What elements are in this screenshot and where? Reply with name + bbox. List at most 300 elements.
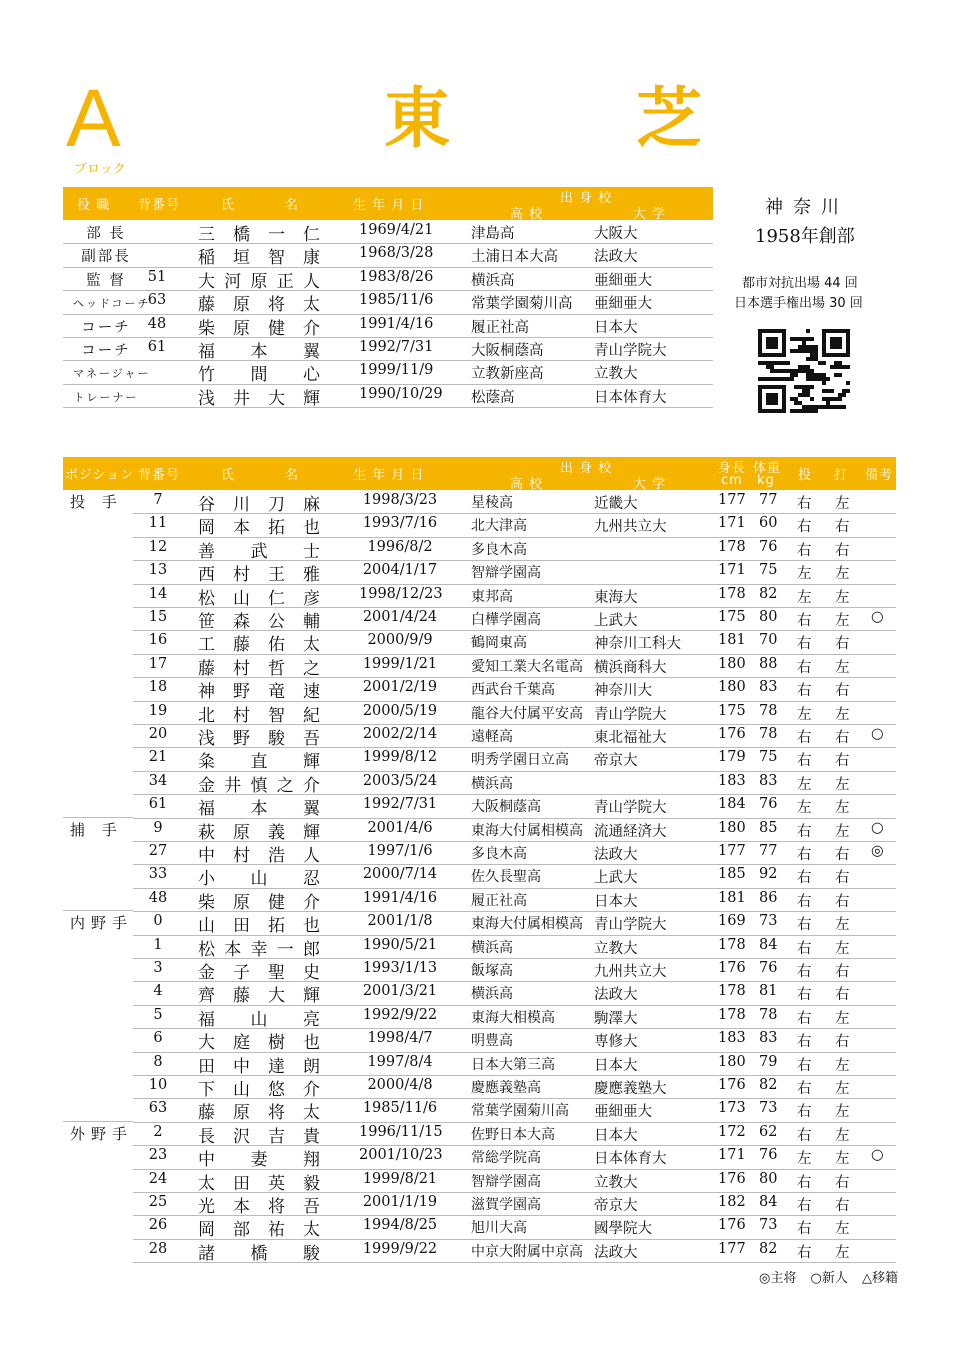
player-weight: 77	[759, 843, 778, 859]
player-weight: 85	[759, 819, 778, 836]
player-throws: 右	[797, 964, 812, 980]
player-weight: 80	[759, 609, 778, 625]
position-group-label: 内野手	[70, 914, 134, 933]
player-number: 4	[153, 983, 163, 1000]
name-char: 義	[268, 822, 285, 843]
player-throws: 右	[797, 496, 812, 512]
name-char: 野	[233, 729, 250, 749]
player-university: 神奈川工科大	[594, 636, 681, 653]
name-char: 毅	[303, 1173, 320, 1194]
name-char: 健	[268, 318, 285, 339]
player-bats: 左	[835, 917, 850, 934]
player-bats: 左	[835, 1104, 850, 1121]
staff-university: 立教大	[594, 366, 638, 383]
player-number: 5	[153, 1006, 163, 1023]
staff-name	[198, 360, 320, 385]
name-char: 三	[198, 225, 215, 245]
name-char: 士	[303, 541, 320, 562]
player-weight: 73	[759, 1100, 778, 1117]
name-char: 聖	[268, 963, 285, 983]
player-birth: 2003/5/24	[362, 772, 438, 789]
player-university: 東海大	[594, 589, 638, 606]
player-number: 16	[148, 632, 168, 649]
player-weight: 76	[759, 538, 778, 555]
player-university: 慶應義塾大	[594, 1081, 667, 1097]
name-char: 原	[233, 892, 250, 913]
player-weight: 83	[759, 679, 778, 696]
player-height: 177	[718, 1240, 746, 1257]
name-char: 橋	[250, 1243, 268, 1264]
staff-high-school: 松蔭高	[471, 389, 515, 406]
player-bats: 左	[835, 566, 850, 583]
player-weight: 78	[759, 726, 778, 742]
player-bats: 左	[835, 1057, 850, 1074]
name-char: 中	[198, 846, 215, 866]
name-char: 橋	[233, 225, 250, 245]
player-high-school: 慶應義塾高	[471, 1080, 541, 1096]
player-height: 171	[718, 562, 746, 579]
name-char: 沢	[233, 1126, 250, 1147]
player-birth: 1993/7/16	[362, 515, 438, 532]
player-throws: 右	[797, 1104, 812, 1121]
player-weight: 78	[759, 1006, 778, 1023]
staff-high-school: 履正社高	[471, 319, 529, 336]
player-weight: 84	[759, 1194, 778, 1210]
group-divider	[63, 910, 133, 911]
staff-role: 監 督	[86, 272, 126, 289]
player-number: 27	[148, 843, 168, 859]
player-name	[198, 981, 320, 1006]
player-name	[198, 1098, 320, 1123]
name-char: 王	[268, 565, 285, 586]
staff-birth: 1983/8/26	[359, 268, 434, 285]
player-name	[198, 607, 320, 632]
name-char: 翔	[303, 1150, 320, 1171]
player-name	[198, 841, 320, 866]
player-height: 176	[718, 1170, 746, 1187]
player-weight: 81	[759, 983, 778, 1000]
staff-row	[63, 384, 713, 408]
player-number: 1	[153, 936, 163, 953]
player-throws: 右	[797, 1034, 812, 1051]
player-height: 180	[718, 655, 746, 672]
player-row	[133, 981, 896, 1005]
player-height: 177	[718, 492, 746, 508]
player-university: 法政大	[594, 987, 638, 1004]
player-throws: 左	[797, 776, 812, 793]
name-char: 拓	[268, 518, 285, 539]
player-high-school: 佐久長聖高	[471, 869, 541, 886]
name-char: 山	[198, 916, 215, 937]
name-char: 本	[250, 342, 268, 362]
player-weight: 82	[759, 1240, 778, 1257]
player-university: 國學院大	[594, 1221, 652, 1238]
player-number: 11	[148, 515, 168, 532]
staff-birth: 1990/10/29	[359, 385, 443, 402]
player-height: 183	[718, 772, 746, 789]
block-label: ブロック	[74, 162, 126, 177]
staff-high-school: 立教新座高	[471, 366, 544, 383]
player-birth: 1997/8/4	[367, 1053, 433, 1070]
player-number: 3	[153, 960, 163, 976]
player-number: 7	[153, 492, 163, 508]
staff-name	[198, 243, 320, 268]
player-number: 15	[148, 609, 168, 625]
staff-university: 日本体育大	[594, 389, 667, 406]
staff-birth: 1969/4/21	[359, 222, 434, 238]
name-char: 也	[303, 916, 320, 937]
player-number: 25	[148, 1194, 168, 1210]
team-name-char-2: 芝	[636, 80, 702, 157]
name-char: 川	[233, 495, 250, 515]
player-name	[198, 911, 320, 936]
staff-table-header	[63, 187, 713, 220]
staff-row	[63, 243, 713, 267]
staff-high-school: 常葉学園菊川高	[471, 296, 573, 313]
player-row	[133, 1215, 896, 1239]
player-height: 169	[718, 913, 746, 930]
name-char: 松	[198, 939, 215, 960]
player-throws: 右	[797, 683, 812, 700]
name-char: 吾	[303, 729, 320, 749]
player-height: 180	[718, 679, 746, 696]
player-birth: 1991/4/16	[362, 889, 438, 906]
name-char: 速	[303, 682, 320, 703]
player-bats: 右	[835, 636, 850, 653]
player-high-school: 智辯学園高	[471, 1173, 541, 1190]
player-university: 上武大	[594, 870, 638, 887]
name-char: 谷	[198, 495, 215, 515]
player-note: ○	[871, 609, 884, 625]
name-char: 子	[233, 963, 250, 983]
player-weight: 92	[759, 866, 778, 883]
name-char: 駿	[303, 1243, 320, 1264]
name-char: 原	[233, 1103, 250, 1124]
player-number: 9	[153, 819, 163, 836]
player-number: 21	[148, 749, 168, 766]
player-university: 九州共立大	[594, 964, 667, 980]
player-university: 青山学院大	[594, 706, 667, 723]
player-throws: 右	[797, 917, 812, 934]
player-note: ○	[871, 819, 884, 836]
player-name	[198, 490, 320, 515]
player-birth: 1996/8/2	[367, 538, 433, 555]
player-high-school: 愛知工業大名電高	[471, 658, 583, 675]
name-char: 光	[198, 1197, 215, 1217]
name-char: 介	[303, 775, 320, 796]
name-char: 大	[198, 1033, 215, 1054]
player-university: 亜細亜大	[594, 1104, 652, 1121]
player-throws: 左	[797, 1151, 812, 1168]
player-row	[133, 560, 896, 584]
player-bats: 左	[835, 1127, 850, 1144]
player-high-school: 横浜高	[471, 939, 513, 956]
name-char: 庭	[233, 1033, 250, 1054]
player-birth: 1999/8/21	[362, 1170, 438, 1187]
player-height: 176	[718, 960, 746, 976]
player-height: 183	[718, 1030, 746, 1047]
player-birth: 2001/4/24	[362, 609, 438, 625]
player-name	[198, 584, 320, 609]
player-high-school: 佐野日本大高	[471, 1126, 555, 1143]
player-row	[133, 1075, 896, 1099]
player-birth: 2001/1/8	[367, 913, 433, 930]
player-name	[198, 701, 320, 726]
player-high-school: 中京大附属中京高	[471, 1243, 583, 1260]
name-char: 藤	[233, 986, 250, 1007]
player-throws: 右	[797, 1174, 812, 1191]
player-birth: 2001/1/19	[362, 1194, 438, 1210]
player-row	[133, 747, 896, 771]
staff-row	[63, 220, 713, 244]
player-bats: 右	[835, 1034, 850, 1051]
name-char: 一	[276, 939, 294, 960]
player-row	[133, 724, 896, 748]
player-height: 178	[718, 983, 746, 1000]
player-note: ○	[871, 1147, 884, 1164]
name-char: 工	[198, 635, 215, 656]
player-height: 181	[718, 889, 746, 906]
player-height: 173	[718, 1100, 746, 1117]
name-char: 妻	[250, 1150, 268, 1171]
staff-role: コーチ	[81, 319, 131, 336]
name-char: 太	[303, 1220, 320, 1241]
position-group-label: 外野手	[70, 1124, 134, 1143]
name-char: 藤	[198, 295, 215, 316]
player-header-name_2: 名	[285, 468, 300, 483]
player-header-number: 背番号	[138, 468, 181, 483]
staff-header-name_2: 名	[285, 198, 300, 213]
name-char: 笹	[198, 612, 215, 632]
staff-role: トレーナー	[73, 390, 139, 404]
player-name	[198, 1122, 320, 1147]
player-high-school: 遠軽高	[471, 729, 513, 745]
player-high-school: 智辯学園高	[471, 565, 541, 582]
name-char: 藤	[198, 1103, 215, 1124]
player-birth: 2000/4/8	[367, 1077, 433, 1093]
name-char: 野	[233, 682, 250, 703]
name-char: 西	[198, 565, 215, 586]
player-header-kg: kg	[757, 473, 775, 488]
name-char: 介	[303, 1080, 320, 1100]
player-number: 48	[148, 889, 168, 906]
name-char: 之	[303, 658, 320, 679]
player-throws: 右	[797, 659, 812, 676]
player-row	[133, 537, 896, 561]
name-char: 大	[198, 271, 215, 292]
name-char: 柴	[198, 892, 215, 913]
player-throws: 左	[797, 566, 812, 583]
name-char: 太	[303, 635, 320, 656]
player-number: 26	[148, 1217, 168, 1234]
staff-birth: 1992/7/31	[359, 339, 434, 355]
player-name	[198, 935, 320, 960]
staff-role: 部 長	[86, 226, 126, 242]
name-char: 貴	[303, 1126, 320, 1147]
player-name	[198, 1192, 320, 1217]
name-char: 達	[268, 1056, 285, 1077]
name-char: 介	[303, 892, 320, 913]
player-weight: 76	[759, 1147, 778, 1164]
name-char: 哲	[268, 658, 285, 679]
player-row	[133, 864, 896, 888]
player-bats: 左	[835, 706, 850, 723]
player-bats: 右	[835, 893, 850, 910]
name-char: 公	[268, 612, 285, 632]
player-weight: 75	[759, 562, 778, 579]
player-number: 6	[153, 1030, 163, 1047]
player-university: 青山学院大	[594, 800, 667, 817]
player-height: 177	[718, 843, 746, 859]
staff-number: 63	[147, 292, 167, 309]
player-header-school: 出 身 校	[560, 461, 613, 476]
player-bats: 左	[835, 589, 850, 606]
name-char: 武	[250, 541, 268, 562]
player-name	[198, 1005, 320, 1030]
player-height: 178	[718, 936, 746, 953]
name-char: 善	[198, 541, 215, 562]
player-university: 流通経済大	[594, 823, 667, 840]
player-university: 横浜商科大	[594, 659, 667, 676]
player-header-weight: 体重	[753, 461, 782, 476]
staff-birth: 1991/4/16	[359, 315, 434, 332]
name-char: 亮	[303, 1009, 320, 1030]
name-char: 輝	[303, 388, 320, 409]
player-number: 12	[148, 538, 168, 555]
player-number: 61	[148, 796, 168, 813]
staff-role: コーチ	[81, 343, 131, 359]
name-char: 正	[276, 271, 294, 292]
player-height: 175	[718, 609, 746, 625]
player-bats: 左	[835, 776, 850, 793]
player-header-univ: 大 学	[633, 477, 667, 492]
player-height: 180	[718, 819, 746, 836]
player-birth: 2000/5/19	[362, 702, 438, 719]
player-high-school: 東海大付属相模高	[471, 822, 583, 839]
player-birth: 1992/7/31	[362, 796, 438, 813]
player-high-school: 滋賀学園高	[471, 1197, 541, 1213]
player-weight: 78	[759, 702, 778, 719]
name-char: 山	[250, 1009, 268, 1030]
player-number: 13	[148, 562, 168, 579]
name-char: 北	[198, 705, 215, 726]
city-tournament-count: 都市対抗出場 44 回	[742, 276, 858, 291]
name-char: 垣	[233, 248, 250, 269]
name-char: 郎	[303, 939, 320, 960]
name-char: 康	[303, 248, 320, 269]
staff-row	[63, 314, 713, 338]
name-char: 本	[233, 1197, 250, 1217]
player-high-school: 白樺学園高	[471, 612, 541, 628]
player-throws: 右	[797, 1244, 812, 1261]
player-high-school: 星稜高	[471, 495, 513, 511]
player-birth: 2002/2/14	[362, 726, 438, 742]
staff-name	[198, 384, 320, 409]
player-header-name_1: 氏	[221, 468, 236, 483]
player-number: 28	[148, 1240, 168, 1257]
player-height: 180	[718, 1053, 746, 1070]
player-height: 176	[718, 1077, 746, 1093]
player-university: 日本大	[594, 1127, 638, 1144]
player-height: 181	[718, 632, 746, 649]
player-weight: 77	[759, 492, 778, 508]
player-high-school: 北大津高	[471, 518, 527, 535]
name-char: 浅	[198, 388, 215, 409]
player-row	[133, 1005, 896, 1029]
player-birth: 2001/3/21	[362, 983, 438, 1000]
staff-name	[198, 267, 320, 292]
player-name	[198, 630, 320, 655]
player-weight: 62	[759, 1123, 778, 1140]
player-name	[198, 560, 320, 585]
player-name	[198, 513, 320, 538]
name-char: 粂	[198, 752, 215, 773]
player-row	[133, 490, 896, 514]
player-birth: 1992/9/22	[362, 1006, 438, 1023]
player-name	[198, 1075, 320, 1100]
name-char: 也	[303, 518, 320, 539]
player-bats: 右	[835, 987, 850, 1004]
name-char: 神	[198, 682, 215, 703]
player-throws: 右	[797, 1198, 812, 1214]
player-birth: 1998/12/23	[359, 585, 443, 602]
player-row	[133, 818, 896, 842]
player-birth: 2000/7/14	[362, 866, 438, 883]
player-high-school: 多良木高	[471, 846, 527, 862]
player-name	[198, 864, 320, 889]
player-number: 24	[148, 1170, 168, 1187]
player-birth: 1996/11/15	[359, 1123, 443, 1140]
staff-role: マネージャー	[73, 367, 151, 381]
player-weight: 76	[759, 796, 778, 813]
player-name	[198, 1028, 320, 1053]
player-name	[198, 654, 320, 679]
player-header-hs: 高 校	[510, 477, 544, 492]
staff-row	[63, 337, 713, 361]
player-note: ○	[871, 726, 884, 742]
qr-code-icon[interactable]	[758, 328, 850, 414]
player-birth: 2004/1/17	[362, 562, 438, 579]
player-birth: 1993/1/13	[362, 960, 438, 976]
player-birth: 2001/10/23	[359, 1147, 443, 1164]
player-throws: 右	[797, 847, 812, 863]
player-high-school: 日本大第三高	[471, 1056, 555, 1073]
staff-header-school: 出 身 校	[560, 191, 613, 206]
name-char: 長	[198, 1126, 215, 1147]
player-university: 東北福祉大	[594, 730, 667, 746]
player-throws: 右	[797, 636, 812, 653]
player-birth: 1985/11/6	[362, 1100, 438, 1117]
national-championship-count: 日本選手権出場 30 回	[734, 296, 863, 311]
name-char: 大	[268, 986, 285, 1007]
player-birth: 2001/2/19	[362, 679, 438, 696]
player-throws: 右	[797, 940, 812, 957]
group-divider	[63, 1121, 133, 1122]
name-char: 之	[276, 775, 294, 796]
player-university: 日本大	[594, 1057, 638, 1074]
staff-header-hs: 高 校	[510, 207, 544, 222]
player-name	[198, 1215, 320, 1240]
player-header-cm: cm	[721, 473, 743, 488]
name-char: 健	[268, 892, 285, 913]
name-char: 将	[268, 295, 285, 316]
player-birth: 1999/9/22	[362, 1240, 438, 1257]
player-row	[133, 630, 896, 654]
name-char: 村	[233, 565, 250, 586]
staff-university: 大阪大	[594, 226, 638, 242]
name-char: 吉	[268, 1126, 285, 1147]
player-throws: 右	[797, 1081, 812, 1097]
